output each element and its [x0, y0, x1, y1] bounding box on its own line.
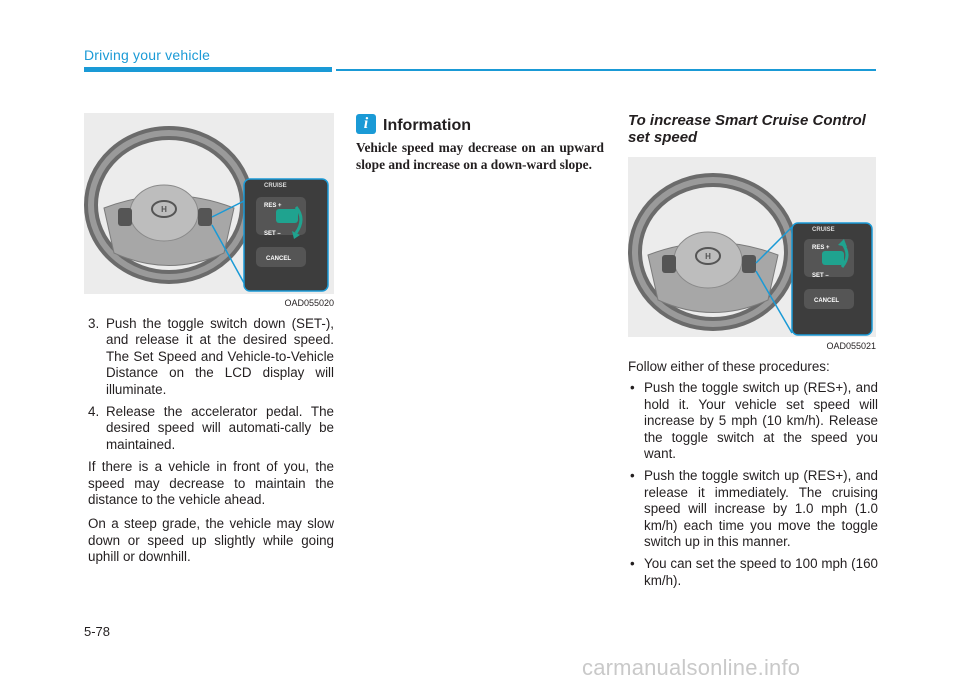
svg-text:H: H: [705, 252, 711, 261]
step-text: Push the toggle switch down (SET-), and release it at the desired speed. The Set Speed and Vehicle-to-Vehicle Distance on the LCD display will illuminate.: [106, 316, 334, 397]
right-column: [628, 359, 878, 595]
step-number: 3.: [88, 316, 100, 331]
list-item-text: You can set the speed to 100 mph (160 km/h).: [644, 556, 878, 588]
list-item-text: Push the toggle switch up (RES+), and release it immediately. The cruising speed will increase by 1.0 mph (1.0 km/h) each time you move the toggle switch up in this manner.: [644, 468, 878, 550]
subsection-heading: To increase Smart Cruise Control set speed: [628, 112, 866, 146]
bullet-icon: •: [630, 468, 635, 484]
body-paragraph: On a steep grade, the vehicle may slow down or speed up slightly while going uphill or downhill.: [88, 516, 334, 565]
left-column: [88, 316, 334, 574]
header-rule-thin: [336, 69, 876, 71]
bullet-icon: •: [630, 380, 635, 396]
body-paragraph: If there is a vehicle in front of you, the speed may decrease to maintain the distance to the vehicle ahead.: [88, 459, 334, 508]
procedure-intro: Follow either of these procedures:: [628, 359, 830, 374]
step-item: [88, 404, 334, 453]
info-icon: i: [356, 114, 376, 134]
figure-label-cruise: CRUISE: [264, 183, 287, 189]
list-item: [628, 556, 878, 589]
figure-label-set: SET –: [264, 231, 281, 237]
figure-label-set: SET –: [812, 273, 829, 279]
step-text: Release the accelerator pedal. The desired speed will automati-cally be maintained.: [106, 404, 334, 452]
steering-wheel-figure-set: [84, 113, 334, 294]
steering-wheel-illustration: [84, 113, 334, 294]
info-title: Information: [383, 117, 471, 134]
section-title: Driving your vehicle: [84, 47, 211, 63]
header-rule-thick: [84, 67, 332, 72]
figure-label-cruise: CRUISE: [812, 227, 835, 233]
watermark: carmanualsonline.info: [582, 655, 801, 680]
page-number: 5-78: [84, 624, 111, 639]
figure-label-cancel: CANCEL: [266, 256, 291, 262]
list-item-text: Push the toggle switch up (RES+), and hold it. Your vehicle set speed will increase by 5 mph (10 km/h). Release the toggle switch at the speed you want.: [644, 380, 878, 462]
step-item: [88, 316, 334, 398]
steering-wheel-illustration: [628, 157, 876, 337]
bullet-icon: •: [630, 556, 635, 572]
figure-label-cancel: CANCEL: [814, 298, 839, 304]
steering-wheel-figure-res: [628, 157, 876, 337]
figure-caption: OAD055021: [826, 341, 876, 351]
figure-label-res: RES +: [812, 245, 830, 251]
step-number: 4.: [88, 404, 100, 420]
list-item: [628, 380, 878, 462]
list-item: [628, 468, 878, 550]
svg-text:H: H: [161, 205, 167, 214]
figure-label-res: RES +: [264, 203, 282, 209]
figure-caption: OAD055020: [284, 298, 334, 308]
info-body: Vehicle speed may decrease on an upward slope and increase on a down-ward slope.: [356, 140, 604, 172]
